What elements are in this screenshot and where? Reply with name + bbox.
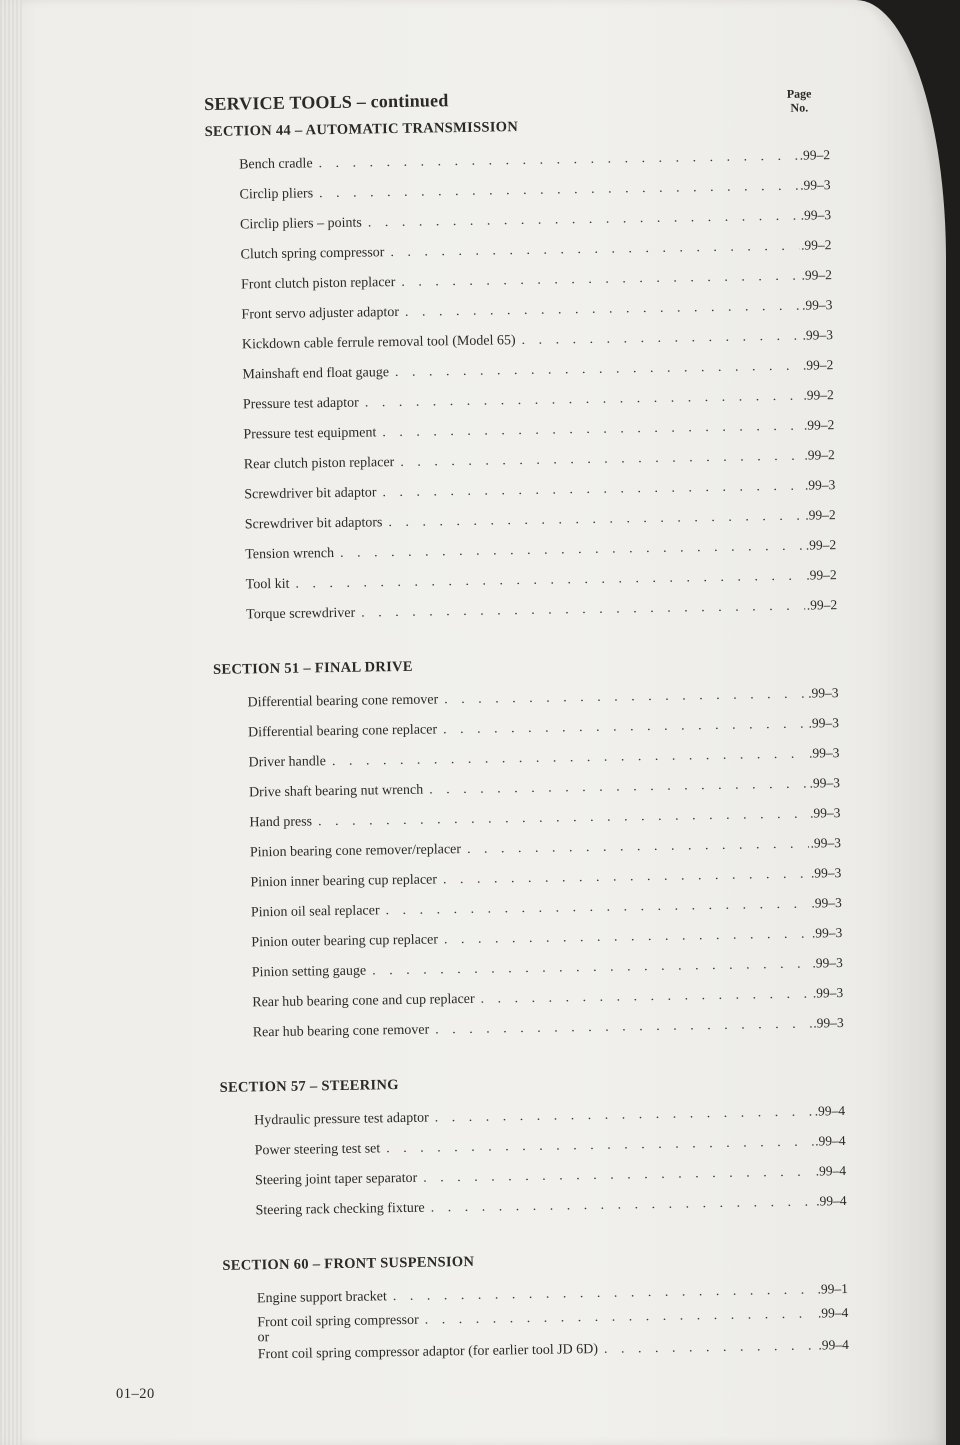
leader-end-dot: . [811, 895, 815, 911]
page-number-column-heading [779, 86, 819, 115]
dot-leader [430, 1188, 814, 1224]
entry-name: Hand press [249, 814, 313, 831]
entry-name: Drive shaft bearing nut wrench [248, 782, 424, 801]
leader-end-dot: . [815, 1133, 819, 1149]
leader-end-dot: . [803, 387, 807, 403]
leader-end-dot: . [800, 177, 804, 193]
leader-end-dot: . [801, 267, 806, 283]
entry-page-number: 99–1 [820, 1281, 848, 1297]
entry-page-number: 99–2 [806, 357, 834, 373]
content-area [204, 82, 849, 1394]
leader-end-dot: . [802, 327, 807, 343]
entry-name: Front coil spring compressor [257, 1312, 419, 1331]
entry-name: Rear clutch piston replacer [243, 455, 395, 473]
section [204, 112, 837, 630]
page-footer-number: 01–20 [116, 1386, 155, 1402]
entry-page-number: 99–3 [815, 955, 843, 971]
entry-page-number: 99–3 [813, 835, 841, 851]
entry-page-number: 99–3 [816, 1015, 844, 1031]
leader-end-dot: . [815, 1163, 820, 1179]
entry-name: Tension wrench [245, 546, 335, 563]
entry-page-number: 99–4 [821, 1337, 849, 1353]
entry-page-number: 99–3 [805, 297, 833, 313]
leader-end-dot: . [802, 357, 807, 373]
entry-page-number: 99–2 [809, 567, 837, 583]
leader-end-dot: . [808, 685, 812, 701]
entry-page-number: 99–2 [807, 447, 835, 463]
page-header [204, 82, 830, 144]
entry-name: Tool kit [245, 576, 290, 593]
section [222, 1246, 849, 1364]
page-title: SERVICE TOOLS – continued [204, 90, 449, 114]
leader-end-dot: . [812, 985, 817, 1001]
entry-name: Front coil spring compressor adaptor (for earlier tool JD 6D) [257, 1341, 599, 1363]
leader-end-dot: . [801, 297, 806, 313]
entry-name: Front clutch piston replacer [240, 275, 396, 293]
section-title: SECTION 51 – FINAL DRIVE [212, 658, 413, 678]
entry-name: Engine support bracket [256, 1289, 387, 1307]
leader-end-dot: . [814, 1103, 819, 1119]
leader-end-dot: . [806, 597, 811, 613]
entry-page-number: 99–4 [817, 1103, 846, 1119]
entry-name: or [257, 1330, 270, 1346]
no-label: No. [790, 100, 809, 115]
entry-page-number: 99–2 [806, 387, 834, 403]
leader-end-dot: . [817, 1305, 822, 1321]
entry-name: Kickdown cable ferrule removal tool (Model 65) [241, 333, 516, 353]
leader-end-dot: . [818, 1337, 822, 1353]
entry-name: Circlip pliers – points [239, 215, 362, 233]
sections-list [204, 112, 848, 1364]
entry-name: Screwdriver bit adaptor [244, 485, 377, 503]
page-stack-edge [0, 0, 22, 1445]
entry-page-number: 99–4 [818, 1163, 847, 1179]
entry-page-number: 99–4 [818, 1133, 846, 1149]
entry-name: Steering joint taper separator [254, 1170, 418, 1189]
leader-end-dot: . [816, 1193, 820, 1209]
leader-end-dot: . [809, 775, 814, 791]
entry-page-number: 99–3 [816, 985, 844, 1001]
entry-name: Pressure test adaptor [242, 395, 359, 413]
leader-end-dot: . [808, 745, 813, 761]
entry-page-number: 99–2 [808, 507, 836, 523]
entry-name: Clutch spring compressor [240, 245, 385, 263]
entry-name: Bench cradle [239, 156, 313, 173]
leader-end-dot: . [800, 237, 805, 253]
entry-name: Pressure test equipment [243, 425, 377, 443]
entry-name: Power steering test set [254, 1141, 381, 1159]
entry-page-number: 99–2 [802, 147, 831, 163]
dot-leader [361, 592, 805, 629]
entry-page-number: 99–3 [812, 745, 840, 761]
section-title: SECTION 60 – FRONT SUSPENSION [222, 1253, 475, 1274]
entry-page-number: 99–3 [803, 207, 832, 223]
leader-end-dot: . [805, 507, 809, 523]
entry-page-number: 99–2 [807, 417, 835, 433]
entry-name: Screwdriver bit adaptors [244, 515, 383, 533]
entry-name: Pinion inner bearing cup replacer [250, 872, 438, 891]
entry-name: Pinion setting gauge [251, 963, 367, 981]
entry-page-number: 99–3 [805, 327, 834, 343]
leader-end-dot: . [811, 925, 816, 941]
leader-end-dot: . [806, 567, 810, 583]
leader-end-dot: . [809, 805, 814, 821]
entry-page-number: 99–3 [815, 925, 843, 941]
entry-name: Mainshaft end float gauge [242, 365, 390, 383]
entry-page-number: 99–3 [811, 685, 839, 701]
leader-end-dot: . [800, 207, 805, 223]
leader-end-dot: . [810, 865, 815, 881]
entry-page-number: 99–4 [821, 1305, 849, 1321]
entry-name: Pinion oil seal replacer [250, 903, 380, 921]
entry-name: Hydraulic pressure test adaptor [254, 1110, 429, 1129]
section [213, 650, 844, 1048]
entry-name: Differential bearing cone replacer [247, 722, 438, 741]
leader-end-dot: . [808, 715, 813, 731]
entry-page-number: 99–2 [809, 537, 837, 553]
section-title: SECTION 57 – STEERING [219, 1077, 399, 1096]
entry-page-number: 99–3 [814, 895, 842, 911]
page-label: Page [786, 86, 812, 101]
entry-name: Pinion bearing cone remover/replacer [249, 842, 462, 861]
entry-name: Rear hub bearing cone and cup replacer [252, 991, 475, 1011]
dot-leader [435, 1010, 812, 1046]
leader-end-dot: . [812, 955, 816, 971]
section [219, 1068, 846, 1226]
leader-end-dot: . [804, 447, 808, 463]
dot-leader [521, 322, 800, 356]
leader-end-dot: . [804, 477, 809, 493]
entry-name: Differential bearing cone remover [247, 692, 439, 711]
entry-page-number: 99–3 [811, 715, 840, 731]
leader-end-dot: . [803, 417, 808, 433]
entry-page-number: 99–3 [814, 865, 842, 881]
leader-end-dot: . [810, 835, 814, 851]
entry-name: Pinion outer bearing cup replacer [251, 932, 439, 951]
entry-page-number: 99–3 [812, 775, 841, 791]
entry-page-number: 99–3 [813, 805, 841, 821]
entry-name: Rear hub bearing cone remover [252, 1022, 430, 1041]
entry-name: Circlip pliers [239, 186, 314, 203]
entry-page-number: 99–2 [804, 267, 833, 283]
entry-page-number: 99–3 [803, 177, 831, 193]
section-title: SECTION 44 – AUTOMATIC TRANSMISSION [204, 119, 519, 140]
entry-name: Torque screwdriver [246, 605, 356, 623]
dot-leader [604, 1338, 817, 1359]
leader-end-dot: . [805, 537, 810, 553]
entry-name: Front servo adjuster adaptor [241, 304, 400, 323]
entry-page-number: 99–2 [810, 597, 838, 613]
entry-page-number: 99–4 [819, 1193, 847, 1209]
leader-end-dot: . [799, 147, 804, 163]
leader-end-dot: . [817, 1281, 821, 1297]
entry-page-number: 99–2 [804, 237, 832, 253]
entry-page-number: 99–3 [808, 477, 836, 493]
entry-name: Driver handle [248, 754, 327, 771]
entry-name: Steering rack checking fixture [255, 1200, 425, 1219]
leader-end-dot: . [813, 1015, 817, 1031]
